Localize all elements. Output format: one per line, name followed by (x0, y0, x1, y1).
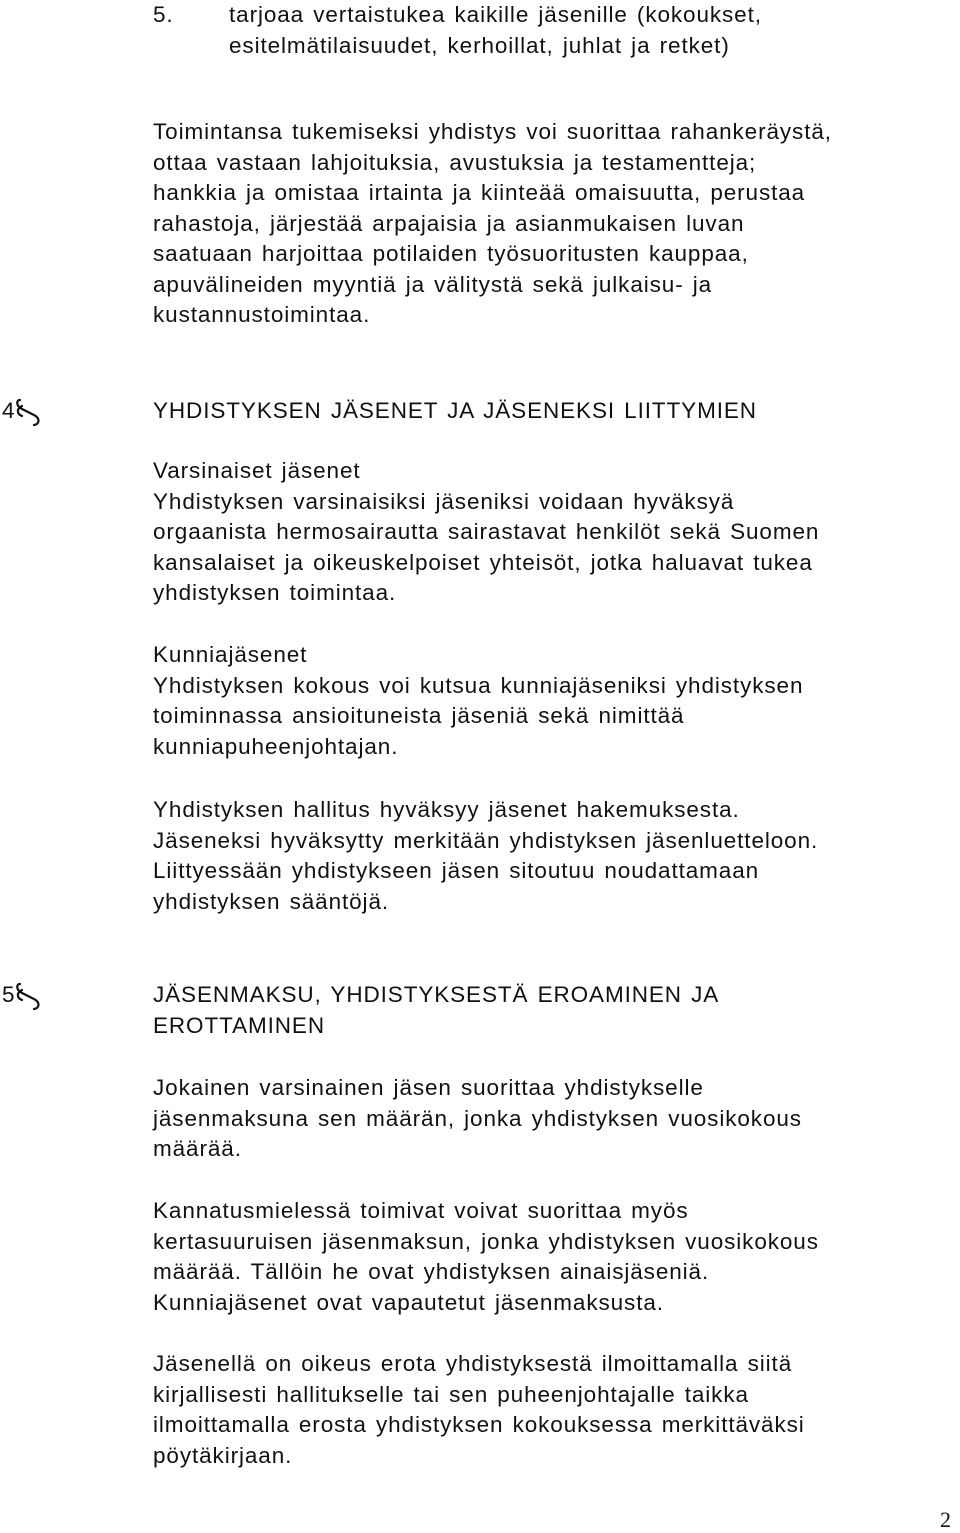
paragraph-line: määrää. Tällöin he ovat yhdistyksen ainaisjäseniä. (153, 1259, 710, 1284)
paragraph-line: orgaanista hermosairautta sairastavat henkilöt sekä Suomen (153, 519, 820, 544)
paragraph-line: jäsenmaksuna sen määrän, jonka yhdistyksen vuosikokous (153, 1105, 802, 1131)
paragraph-line: Kannatusmielessä toimivat voivat suorittaa myös (153, 1198, 689, 1223)
section-sign-icon (2, 396, 52, 430)
subheading: Varsinaiset jäsenet (153, 458, 361, 483)
section-title: JÄSENMAKSU, YHDISTYKSESTÄ EROAMINEN JA (153, 982, 720, 1007)
paragraph-line: Jokainen varsinainen jäsen suorittaa yhdistykselle (153, 1075, 704, 1100)
paragraph-line: Kunniajäsenet ovat vapautetut jäsenmaksusta. (153, 1289, 664, 1315)
paragraph-line: kirjallisesti hallitukselle tai sen puheenjohtajalle taikka (153, 1381, 749, 1407)
paragraph-line: pöytäkirjaan. (153, 1442, 293, 1468)
list-item-text: esitelmätilaisuudet, kerhoillat, juhlat ja retket) (229, 32, 730, 58)
paragraph-line: kansalaiset ja oikeuskelpoiset yhteisöt, jotka haluavat tukea (153, 549, 813, 575)
paragraph-line: kustannustoimintaa. (153, 302, 371, 327)
paragraph-line: Yhdistyksen hallitus hyväksyy jäsenet hakemuksesta. (153, 797, 740, 822)
section-number: 5 (2, 982, 16, 1007)
section-sign-icon (2, 980, 52, 1014)
paragraph-line: apuvälineiden myyntiä ja välitystä sekä julkaisu- ja (153, 271, 713, 297)
paragraph-line: hankkia ja omistaa irtainta ja kiinteää omaisuutta, perustaa (153, 180, 806, 205)
paragraph-line: kertasuuruisen jäsenmaksun, jonka yhdistyksen vuosikokous (153, 1228, 819, 1254)
paragraph-line: Jäsenellä on oikeus erota yhdistyksestä ilmoittamalla siitä (153, 1351, 793, 1376)
subheading: Kunniajäsenet (153, 642, 308, 667)
paragraph-line: Toimintansa tukemiseksi yhdistys voi suorittaa rahankeräystä, (153, 119, 832, 144)
paragraph-line: kunniapuheenjohtajan. (153, 733, 399, 759)
paragraph-line: Yhdistyksen varsinaisiksi jäseniksi voidaan hyväksyä (153, 488, 735, 514)
paragraph-line: ottaa vastaan lahjoituksia, avustuksia ja testamentteja; (153, 149, 757, 175)
section-title: YHDISTYKSEN JÄSENET JA JÄSENEKSI LIITTYMIEN (153, 398, 757, 423)
list-item-text: tarjoaa vertaistukea kaikille jäsenille (kokoukset, (229, 2, 762, 27)
section-title: EROTTAMINEN (153, 1012, 325, 1038)
paragraph-line: yhdistyksen sääntöjä. (153, 888, 390, 914)
paragraph-line: Liittyessään yhdistykseen jäsen sitoutuu noudattamaan (153, 858, 760, 883)
page-number: 2 (940, 1507, 951, 1532)
paragraph-line: yhdistyksen toimintaa. (153, 580, 397, 605)
paragraph-line: ilmoittamalla erosta yhdistyksen kokouksessa merkittäväksi (153, 1412, 805, 1437)
paragraph-line: saatuaan harjoittaa potilaiden työsuoritusten kauppaa, (153, 241, 749, 266)
paragraph-line: määrää. (153, 1136, 242, 1161)
paragraph-line: toiminnassa ansioituneista jäseniä sekä nimittää (153, 703, 685, 728)
section-number: 4 (2, 398, 16, 423)
list-item-number: 5. (153, 2, 174, 27)
paragraph-line: rahastoja, järjestää arpajaisia ja asianmukaisen luvan (153, 210, 745, 236)
paragraph-line: Yhdistyksen kokous voi kutsua kunniajäseniksi yhdistyksen (153, 672, 804, 698)
paragraph-line: Jäseneksi hyväksytty merkitään yhdistyksen jäsenluetteloon. (153, 827, 819, 853)
